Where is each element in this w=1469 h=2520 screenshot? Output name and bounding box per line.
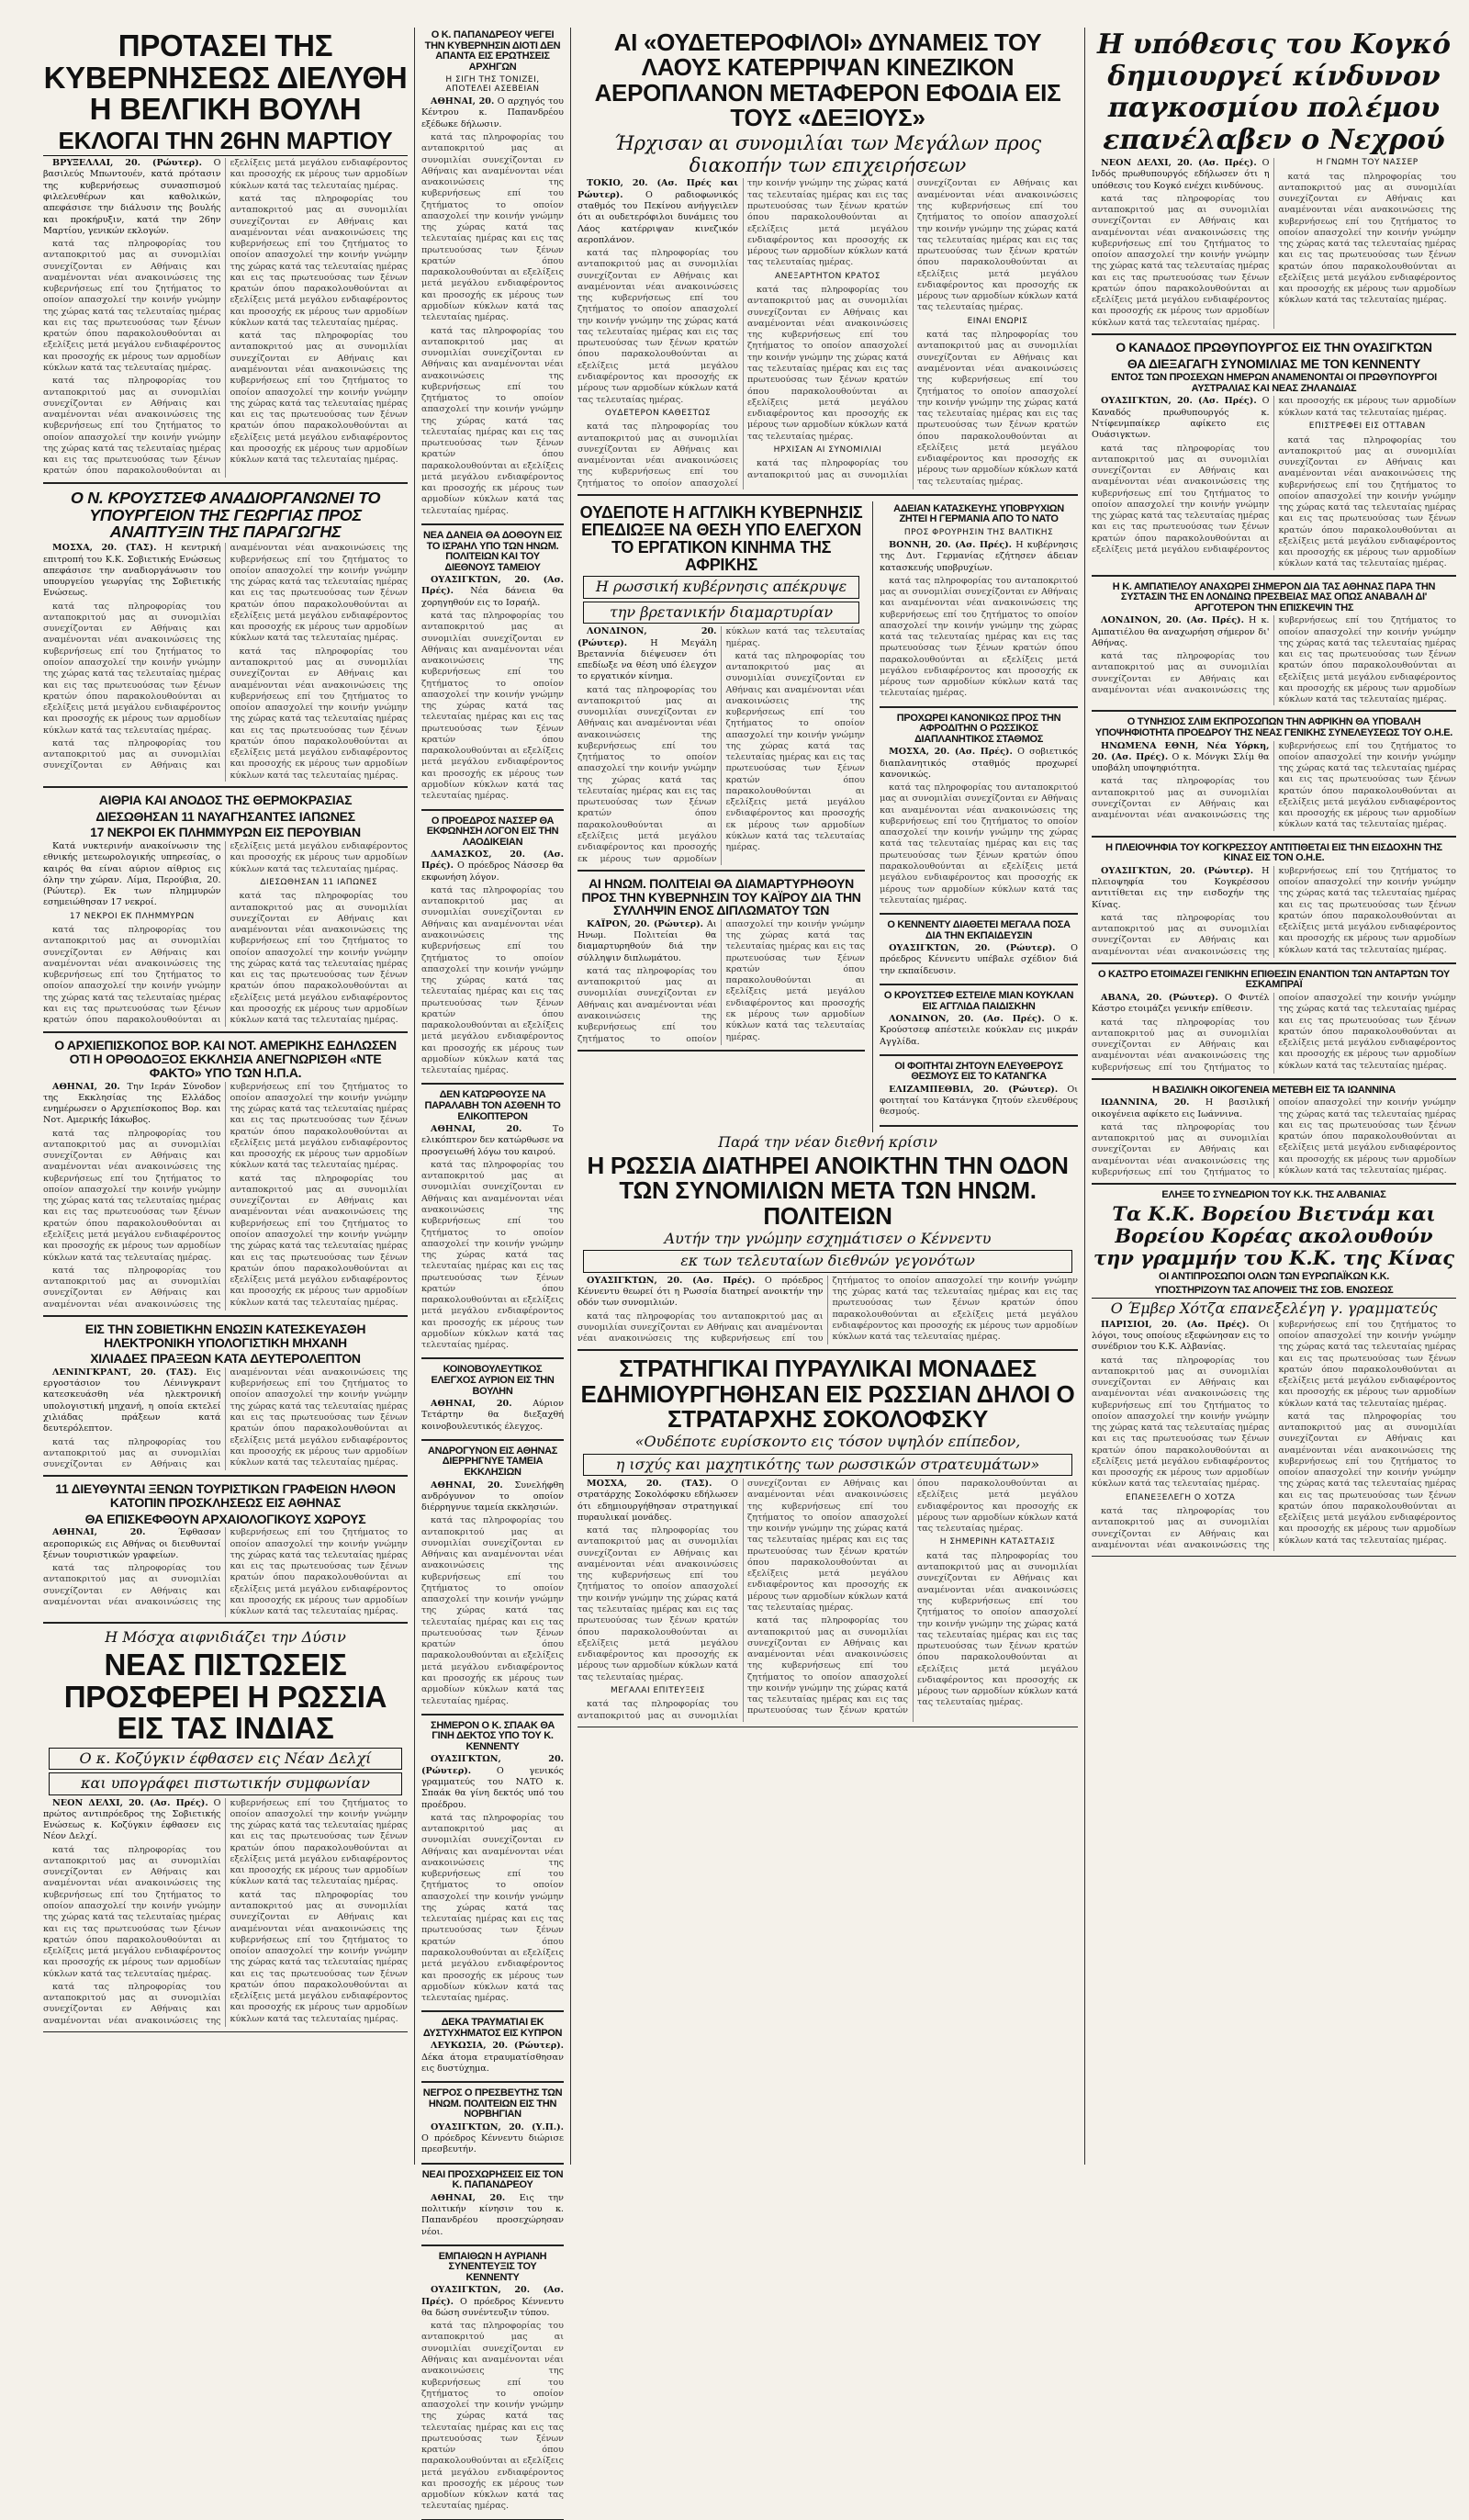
filler-text bbox=[726, 651, 866, 854]
middle-section bbox=[578, 501, 1078, 1132]
headline: Ο Κ. ΠΑΠΑΝΔΡΕΟΥ ΨΕΓΕΙ ΤΗΝ ΚΥΒΕΡΝΗΣΙΝ ΔΙΟΤΙ ΔΕΝ ΑΠΑΝΤΑ ΕΙΣ ΕΡΩΤΗΣΕΙΣ ΑΡΧΗΓΩΝ bbox=[424, 29, 561, 73]
filler-text bbox=[421, 885, 564, 1077]
dateline: ΟΥΑΣΙΓΚΤΩΝ, 20. (Υ.Π.). bbox=[431, 2121, 564, 2132]
dateline: ΚΑΪΡΟΝ, 20. (Ρώυτερ). bbox=[587, 918, 703, 929]
dateline: ΤΟΚΙΟ, 20. (Ασ. Πρές και Ρώυτερ). bbox=[578, 178, 738, 200]
section-label: ΕΙΝΑΙ ΕΝΩΡΙΣ bbox=[967, 316, 1028, 326]
article-body bbox=[880, 747, 1078, 906]
filler-text bbox=[1279, 1412, 1457, 1547]
subheadline: την βρετανικήν διαμαρτυρίαν bbox=[583, 602, 859, 624]
article-text: Η κεντρική επιτροπή του Κ.Κ. Σοβιετικής Ενώσεως απεφάσισε την αναδιοργάνωσιν του υπουργείου γεωργίας της Σοβιετικής Ενώσεως. bbox=[43, 543, 221, 599]
article-text: Ο πρόεδρος Κέννεντυ θεωρεί ότι η Ρωσσία διατηρεί ανοικτήν την οδόν των συνομιλιών. bbox=[578, 1275, 824, 1309]
headline: ΣΤΡΑΤΗΓΙΚΑΙ ΠΥΡΑΥΛΙΚΑΙ ΜΟΝΑΔΕΣ ΕΔΗΜΙΟΥΡΓΗΘΗΣΑΝ ΕΙΣ ΡΩΣΣΙΑΝ ΔΗΛΟΙ Ο ΣΤΡΑΤΑΡΧΗΣ ΣΟΚΟΛΟΦΣΚΥ bbox=[580, 1355, 1075, 1433]
article-church-thieves bbox=[421, 1446, 564, 1716]
filler-text bbox=[421, 1160, 564, 1352]
article-congress-china bbox=[1092, 843, 1456, 964]
filler-text bbox=[230, 891, 409, 1026]
filler-text bbox=[421, 2321, 564, 2513]
column-2 bbox=[414, 28, 570, 2318]
kicker: Παρά την νέαν διεθνή κρίσιν bbox=[718, 1132, 937, 1151]
article-africa-labour bbox=[578, 504, 865, 872]
article-papandreou-adherents bbox=[421, 2170, 564, 2246]
article-albania-congress bbox=[1092, 1190, 1456, 1557]
filler-text bbox=[578, 1525, 738, 1683]
article-cyprus-accident bbox=[421, 2018, 564, 2083]
dateline: ΒΟΝΝΗ, 20. (Ασ. Πρές). bbox=[889, 539, 1012, 550]
article-nasser bbox=[421, 816, 564, 1086]
dateline: ΑΘΗΝΑΙ, 20. bbox=[431, 1399, 512, 1410]
article-body bbox=[1092, 396, 1456, 569]
headline: Ο ΚΡΟΥΣΤΣΕΦ ΕΣΤΕΙΛΕ ΜΙΑΝ ΚΟΥΚΛΑΝ ΕΙΣ ΑΓΓΛΙΔΑ ΠΑΙΔΙΣΚΗΝ bbox=[883, 989, 1074, 1012]
dateline: ΝΕΟΝ ΔΕΛΧΙ, 20. (Ασ. Πρές). bbox=[52, 1797, 208, 1808]
article-text: Οι φοιτηταί του Κατάνγκα ζητούν ελευθέρους θεσμούς. bbox=[880, 1084, 1078, 1118]
article-katanga-students bbox=[880, 1062, 1078, 1127]
article-body bbox=[421, 2041, 564, 2075]
subheadline: ΔΙΕΣΩΘΗΣΑΝ 11 ΝΑΥΑΓΗΣΑΝΤΕΣ ΙΑΠΩΝΕΣ bbox=[95, 808, 355, 824]
article-body bbox=[1092, 1097, 1456, 1178]
subheadline: και υπογράφει πιστωτικήν συμφωνίαν bbox=[49, 1772, 402, 1794]
filler-text bbox=[880, 576, 1078, 700]
dateline: ΟΥΑΣΙΓΚΤΩΝ, 20. (Ασ. Πρές). bbox=[1101, 396, 1257, 407]
dateline: ΛΕΥΚΩΣΙΑ, 20. (Ρώυτερ). bbox=[431, 2041, 564, 2052]
article-norway-ambassador bbox=[421, 2088, 564, 2164]
article-body bbox=[43, 1798, 408, 2027]
headline: ΑΙ «ΟΥΔΕΤΕΡΟΦΙΛΟΙ» ΔΥΝΑΜΕΙΣ ΤΟΥ ΛΑΟΥΣ ΚΑΤΕΡΡΙΨΑΝ ΚΙΝΕΖΙΚΟΝ ΑΕΡΟΠΛΑΝΟΝ ΜΕΤΑΦΕΡΟΝ ΕΦΟΔΙΑ ΕΙΣ ΤΟΥΣ «ΔΕΞΙΟΥΣ» bbox=[594, 28, 1061, 131]
dateline: ΟΥΑΣΙΓΚΤΩΝ, 20. (Ασ. Πρές). bbox=[421, 2285, 564, 2307]
article-text: Ο γενικός γραμματεύς του ΝΑΤΟ κ. Σπαάκ θα γίνη δεκτός υπό του προέδρου. bbox=[421, 1765, 564, 1810]
headline: ΑΔΕΙΑΝ ΚΑΤΑΣΚΕΥΗΣ ΥΠΟΒΡΥΧΙΩΝ ΖΗΤΕΙ Η ΓΕΡΜΑΝΙΑ ΑΠΟ ΤΟ ΝΑΤΟ bbox=[893, 502, 1064, 525]
article-slim-un bbox=[1092, 717, 1456, 837]
filler-text bbox=[1092, 1356, 1270, 1491]
dateline: ΛΟΝΔΙΝΟΝ, 20. (Ασ. Πρές). bbox=[1101, 615, 1244, 626]
headline: ΠΡΟΤΑΣΕΙ ΤΗΣ ΚΥΒΕΡΝΗΣΕΩΣ ΔΙΕΛΥΘΗ Η ΒΕΛΓΙΚΗ ΒΟΥΛΗ bbox=[43, 28, 408, 127]
article-text: Η Μεγάλη Βρεταννία διέψευσεν ότι επεδίωξε να θέση υπό έλεγχον το εργατικόν κίνημα. bbox=[578, 637, 717, 682]
article-body bbox=[43, 158, 408, 477]
article-body bbox=[1092, 993, 1456, 1074]
headline: ΑΝΔΡΟΓΥΝΟΝ ΕΙΣ ΑΘΗΝΑΣ ΔΙΕΡΡΗΓΝΥΕ ΤΑΜΕΙΑ ΕΚΚΛΗΣΙΩΝ bbox=[427, 1445, 558, 1478]
headline: ΑΙ ΗΝΩΜ. ΠΟΛΙΤΕΙΑΙ ΘΑ ΔΙΑΜΑΡΤΥΡΗΘΟΥΝ ΠΡΟΣ ΤΗΝ ΚΥΒΕΡΝΗΣΙΝ ΤΟΥ ΚΑΪΡΟΥ ΔΙΑ ΤΗΝ ΣΥΛΛΗΨΙΝ ΕΝΟΣ ΔΙΠΛΩΜΑΤΟΥ ΤΩΝ bbox=[581, 875, 861, 918]
article-khrushchev bbox=[43, 489, 408, 788]
article-body bbox=[1092, 741, 1456, 831]
headline: Η ΡΩΣΣΙΑ ΔΙΑΤΗΡΕΙ ΑΝΟΙΚΤΗΝ ΤΗΝ ΟΔΟΝ ΤΩΝ ΣΥΝΟΜΙΛΙΩΝ ΜΕΤΑ ΤΩΝ ΗΝΩΜ. ΠΟΛΙΤΕΙΩΝ bbox=[587, 1152, 1069, 1230]
article-helicopter bbox=[421, 1090, 564, 1359]
headline: ΟΙ ΦΟΙΤΗΤΑΙ ΖΗΤΟΥΝ ΕΛΕΥΘΕΡΟΥΣ ΘΕΣΜΟΥΣ ΕΙΣ ΤΟ ΚΑΤΑΝΓΚΑ bbox=[894, 1060, 1063, 1083]
article-text: Συνελήφθη ανδρόγυνον το οποίον διέρρηγνυε ταμεία εκκλησιών. bbox=[421, 1479, 564, 1513]
dateline: ΛΟΝΔΙΝΟΝ, 20. (Ρώυτερ). bbox=[578, 626, 717, 648]
article-text: Ο πρόεδρος Νάσσερ θα εκφωνήση λόγον. bbox=[421, 861, 564, 883]
article-body bbox=[43, 543, 408, 782]
section-label: ΕΠΙΣΤΡΕΦΕΙ ΕΙΣ ΟΤΤΑΒΑΝ bbox=[1308, 421, 1426, 431]
filler-text bbox=[230, 1174, 409, 1309]
filler-text bbox=[917, 330, 1078, 488]
article-text: Ο πρόεδρος Κέννεντυ θα δώση συνέντευξιν τύπου. bbox=[421, 2296, 564, 2318]
dateline: ΔΑΜΑΣΚΟΣ, 20. (Ασ. Πρές). bbox=[421, 849, 564, 872]
article-computer bbox=[43, 1322, 408, 1477]
headline: 11 ΔΙΕΥΘΥΝΤΑΙ ΞΕΝΩΝ ΤΟΥΡΙΣΤΙΚΩΝ ΓΡΑΦΕΙΩΝ ΗΛΘΟΝ ΚΑΤΟΠΙΝ ΠΡΟΣΚΛΗΣΕΩΣ ΕΙΣ ΑΘΗΝΑΣ bbox=[55, 1481, 396, 1510]
filler-text bbox=[421, 1515, 564, 1707]
article-text: Αύριον Τετάρτην θα διεξαχθή κοινοβουλευτικός έλεγχος. bbox=[421, 1399, 564, 1432]
section-label: ΑΝΕΞΑΡΤΗΤΟΝ ΚΡΑΤΟΣ bbox=[774, 271, 881, 281]
article-text: Ο πρόεδρος Κέννεντυ υπέβαλε σχέδιον διά την εκπαίδευσιν. bbox=[880, 943, 1078, 976]
subheadline: ΠΡΟΣ ΦΡΟΥΡΗΣΙΝ ΤΗΣ ΒΑΛΤΙΚΗΣ bbox=[903, 527, 1054, 537]
article-body bbox=[578, 919, 865, 1045]
middle-left bbox=[578, 501, 865, 1132]
article-text: Ο πρόεδρος Κέννεντυ διώρισε πρεσβευτήν. bbox=[421, 2133, 564, 2155]
article-text: Δέκα άτομα ετραυματίσθησαν εις δυστύχημα. bbox=[421, 2052, 564, 2074]
article-text: Οι λόγοι, τους οποίους εξεφώνησαν εις το συνέδριον του Κ.Κ. Αλβανίας. bbox=[1092, 1319, 1270, 1353]
article-body bbox=[421, 575, 564, 802]
headline: Ο ΚΕΝΝΕΝΤΥ ΔΙΑΘΕΤΕΙ ΜΕΓΑΛΑ ΠΟΣΑ ΔΙΑ ΤΗΝ ΕΚΠΑΙΔΕΥΣΙΝ bbox=[887, 919, 1071, 941]
headline: Ο ΚΑΝΑΔΟΣ ΠΡΩΘΥΠΟΥΡΓΟΣ ΕΙΣ ΤΗΝ ΟΥΑΣΙΓΚΤΩΝ bbox=[1116, 339, 1432, 354]
article-missile-units bbox=[578, 1356, 1078, 1727]
article-india-credits bbox=[43, 1629, 408, 2031]
dateline: ΟΥΑΣΙΓΚΤΩΝ, 20. (Ρώυτερ). bbox=[421, 1754, 564, 1776]
article-text: Έφθασαν αεροπορικώς εις Αθήνας οι διευθυνταί ξένων τουριστικών γραφείων. bbox=[43, 1527, 221, 1560]
headline: Ο ΚΑΣΤΡΟ ΕΤΟΙΜΑΖΕΙ ΓΕΝΙΚΗΝ ΕΠΙΘΕΣΙΝ ΕΝΑΝΤΙΟΝ ΤΩΝ ΑΝΤΑΡΤΩΝ ΤΟΥ ΕΣΚΑΜΠΡΑΪ bbox=[1098, 968, 1450, 991]
subheadline: Η ΣΙΓΗ ΤΗΣ ΤΟΝΙΖΕΙ, ΑΠΟΤΕΛΕΙ ΑΣΕΒΕΙΑΝ bbox=[445, 75, 540, 95]
article-royal-family bbox=[1092, 1086, 1456, 1185]
filler-text bbox=[43, 239, 221, 374]
article-text: Αι Ηνωμ. Πολιτείαι θα διαμαρτυρηθούν διά την σύλληψιν διπλωμάτου. bbox=[578, 918, 717, 963]
article-parliament-control bbox=[421, 1365, 564, 1440]
article-body bbox=[421, 849, 564, 1076]
headline: ΟΥΔΕΠΟΤΕ Η ΑΓΓΛΙΚΗ ΚΥΒΕΡΝΗΣΙΣ ΕΠΕΔΙΩΞΕ ΝΑ ΘΕΣΗ ΥΠΟ ΕΛΕΓΧΟΝ ΤΟ ΕΡΓΑΤΙΚΟΝ ΚΙΝΗΜΑ ΤΗΣ ΑΦΡΙΚΗΣ bbox=[579, 502, 863, 574]
filler-text bbox=[421, 611, 564, 803]
dateline: ΒΡΥΞΕΛΛΑΙ, 20. (Ρώυτερ). bbox=[52, 158, 202, 169]
dateline: ΜΟΣΧΑ, 20. (Ασ. Πρές). bbox=[889, 747, 1013, 758]
subheadline: ΕΝΤΟΣ ΤΩΝ ΠΡΟΣΕΧΩΝ ΗΜΕΡΩΝ ΑΝΑΜΕΝΟΝΤΑΙ ΟΙ ΠΡΩΘΥΠΟΥΡΓΟΙ ΑΥΣΤΡΑΛΙΑΣ ΚΑΙ ΝΕΑΣ ΖΗΛΑΝΔΙΑΣ bbox=[1111, 372, 1437, 394]
subheadline: ΧΙΛΙΑΔΕΣ ΠΡΑΞΕΩΝ ΚΑΤΑ ΔΕΥΤΕΡΟΛΕΠΤΟΝ bbox=[90, 1351, 361, 1367]
article-text: Εις την πολιτικήν κίνησιν του κ. Παπανδρέου προσεχώρησαν νέοι. bbox=[421, 2192, 564, 2237]
article-text: Ο στρατάρχης Σοκολόφσκυ εδήλωσεν ότι εδημιουργήθησαν στρατηγικαί πυραυλικαί μονάδες. bbox=[578, 1479, 738, 1523]
article-weather bbox=[43, 793, 408, 1034]
headline: Ο ΠΡΟΕΔΡΟΣ ΝΑΣΣΕΡ ΘΑ ΕΚΦΩΝΗΣΗ ΛΟΓΟΝ ΕΙΣ ΤΗΝ ΛΑΟΔΙΚΕΙΑΝ bbox=[426, 815, 559, 848]
section-label: ΟΥΔΕΤΕΡΟΝ ΚΑΘΕΣΤΩΣ bbox=[604, 408, 712, 418]
article-doll bbox=[880, 991, 1078, 1056]
article-text: Το ελικόπτερον δεν κατώρθωσε να προσγειωθή λόγω του καιρού. bbox=[421, 1124, 564, 1157]
dateline: ΟΥΑΣΙΓΚΤΩΝ, 20. (Ρώυτερ). bbox=[889, 943, 1056, 954]
article-russia-talks bbox=[578, 1134, 1078, 1352]
article-text: Ο αρχηγός του Κέντρου κ. Παπανδρέου εξέδωκε δήλωσιν. bbox=[421, 96, 564, 129]
article-castro bbox=[1092, 970, 1456, 1080]
dateline: ΑΘΗΝΑΙ, 20. bbox=[431, 1479, 503, 1491]
headline: ΝΕΑΣ ΠΙΣΤΩΣΕΙΣ ΠΡΟΣΦΕΡΕΙ Η ΡΩΣΣΙΑ ΕΙΣ ΤΑΣ ΙΝΔΙΑΣ bbox=[63, 1647, 387, 1746]
headline: ΕΜΠΑΙΘΩΝ Η ΑΥΡΙΑΝΗ ΣΥΝΕΝΤΕΥΞΙΣ ΤΟΥ ΚΕΝΝΕΝΤΥ bbox=[438, 2250, 547, 2283]
subheadline: 17 ΝΕΚΡΟΙ ΕΚ ΠΛΗΜΜΥΡΩΝ ΕΙΣ ΠΕΡΟΥΒΙΑΝ bbox=[90, 825, 361, 840]
article-text: Η βασιλική οικογένεια αφίκετο εις Ιωάννινα. bbox=[1092, 1097, 1270, 1119]
headline: Η ΠΛΕΙΟΨΗΦΙΑ ΤΟΥ ΚΟΓΚΡΕΣΣΟΥ ΑΝΤΙΤΙΘΕΤΑΙ ΕΙΣ ΤΗΝ ΕΙΣΔΟΧΗΝ ΤΗΣ ΚΙΝΑΣ ΕΙΣ ΤΟΝ Ο.Η.Ε. bbox=[1105, 841, 1442, 864]
subheadline: εκ των τελευταίων διεθνών γεγονότων bbox=[583, 1250, 1072, 1272]
article-body bbox=[880, 943, 1078, 977]
article-body bbox=[1092, 158, 1456, 329]
section-label: Η ΓΝΩΜΗ ΤΟΥ ΝΑΣΣΕΡ bbox=[1316, 158, 1419, 167]
article-text: Την Ιεράν Σύνοδον της Εκκλησίας της Ελλάδος ενημέρωσεν ο Αρχιεπίσκοπος Βορ. και Νοτ. Αμερικής Ιάκωβος. bbox=[43, 1081, 221, 1126]
article-spaak bbox=[421, 1721, 564, 2012]
subheadline: Ο κ. Κοζύγκιν έφθασεν εις Νέαν Δελχί bbox=[49, 1748, 402, 1770]
article-text: Ο σοβιετικός διαπλανητικός σταθμός προχωρεί κανονικώς. bbox=[880, 747, 1079, 780]
article-text: Ο κ. Κρούστσεφ απέστειλε κούκλαν εις μικράν Αγγλίδα. bbox=[880, 1014, 1078, 1047]
headline: Η Κ. ΑΜΠΑΤΙΕΛΟΥ ΑΝΑΧΩΡΕΙ ΣΗΜΕΡΟΝ ΔΙΑ ΤΑΣ ΑΘΗΝΑΣ ΠΑΡΑ ΤΗΝ ΣΥΣΤΑΣΙΝ ΤΗΣ ΕΝ ΛΟΝΔΙΝΩ ΠΡΕΣΒΕΙΑΣ ΜΑΣ ΟΠΩΣ ΑΝΑΒΑΛΗ ΔΙ' ΑΡΓΟΤΕΡΟΝ ΤΗΝ ΕΠΙΣΚΕΨΙΝ ΤΗΣ bbox=[1112, 580, 1436, 613]
headline: Ο ΑΡΧΙΕΠΙΣΚΟΠΟΣ ΒΟΡ. ΚΑΙ ΝΟΤ. ΑΜΕΡΙΚΗΣ ΕΔΗΛΩΣΕΝ ΟΤΙ Η ΟΡΘΟΔΟΞΟΣ ΕΚΚΛΗΣΙΑ ΑΝΕΓΝΩΡΙΣΘΗ «ΝΤΕ ΦΑΚΤΟ» ΥΠΟ ΤΩΝ Η.Π.Α. bbox=[54, 1038, 397, 1080]
dateline: ΑΘΗΝΑΙ, 20. bbox=[52, 1527, 146, 1538]
headline: ΚΟΙΝΟΒΟΥΛΕΥΤΙΚΟΣ ΕΛΕΓΧΟΣ ΑΥΡΙΟΝ ΕΙΣ ΤΗΝ ΒΟΥΛΗΝ bbox=[431, 1364, 555, 1397]
dateline: ΠΑΡΙΣΙΟΙ, 20. (Ασ. Πρές). bbox=[1101, 1319, 1250, 1330]
dateline: ΛΟΝΔΙΝΟΝ, 20. (Ασ. Πρές). bbox=[889, 1014, 1045, 1025]
filler-text bbox=[230, 331, 409, 466]
headline: ΔΕΚΑ ΤΡΑΥΜΑΤΙΑΙ ΕΚ ΔΥΣΤΥΧΗΜΑΤΟΣ ΕΙΣ ΚΥΠΡΟΝ bbox=[422, 2017, 563, 2039]
dateline: ΝΕΟΝ ΔΕΛΧΙ, 20. (Ασ. Πρές). bbox=[1101, 158, 1257, 168]
article-body bbox=[421, 2285, 564, 2512]
kicker: Η Μόσχα αιφνιδιάζει την Δύσιν bbox=[105, 1628, 346, 1647]
headline: Ο Ν. ΚΡΟΥΣΤΣΕΦ ΑΝΑΔΙΟΡΓΑΝΩΝΕΙ ΤΟ ΥΠΟΥΡΓΕΙΟΝ ΤΗΣ ΓΕΩΡΓΙΑΣ ΠΡΟΣ ΑΝΑΠΤΥΞΙΝ ΤΗΣ ΠΑΡΑΓΩΓΗΣ bbox=[70, 488, 381, 542]
article-education bbox=[880, 920, 1078, 985]
subheadline: «Ουδέποτε ευρίσκοντο εις τόσον υψηλόν επίπεδον, bbox=[634, 1433, 1021, 1451]
dateline: ΟΥΑΣΙΓΚΤΩΝ, 20. (Ρώυτερ). bbox=[1101, 865, 1254, 876]
subheadline: ΘΑ ΔΙΕΞΑΓΑΓΗ ΣΥΝΟΜΙΛΙΑΣ ΜΕ ΤΟΝ ΚΕΝΝΕΝΤΥ bbox=[1127, 355, 1421, 371]
article-canada-pm bbox=[1092, 341, 1456, 577]
article-body bbox=[421, 1754, 564, 2004]
article-laos bbox=[578, 30, 1078, 496]
filler-text bbox=[880, 782, 1078, 906]
subheadline: Αυτήν την γνώμην εσχημάτισεν ο Κέννεντυ bbox=[664, 1230, 992, 1248]
article-body bbox=[1092, 615, 1456, 705]
dateline: ΟΥΑΣΙΓΚΤΩΝ, 20. (Ασ. Πρές). bbox=[587, 1275, 756, 1286]
dateline: ΑΘΗΝΑΙ, 20. bbox=[52, 1081, 120, 1092]
column-4 bbox=[1084, 28, 1463, 2165]
headline: ΝΕΑ ΔΑΝΕΙΑ ΘΑ ΔΟΘΟΥΝ ΕΙΣ ΤΟ ΙΣΡΑΗΛ ΥΠΟ ΤΩΝ ΗΝΩΜ. ΠΟΛΙΤΕΙΩΝ ΚΑΙ ΤΟΥ ΔΙΕΘΝΟΥΣ ΤΑΜΕΙΟΥ bbox=[422, 530, 563, 573]
article-congo-nehru bbox=[1092, 29, 1456, 335]
article-text: Εις εργοστάσιον του Λένινγκραντ κατεσκευάσθη νέα ηλεκτρονική υπολογιστική μηχανή, η οποία εκτελεί χιλιάδας πράξεων κατά δευτερόλεπτον. bbox=[43, 1367, 221, 1434]
article-body bbox=[421, 1124, 564, 1351]
article-cairo-diplomat bbox=[578, 877, 865, 1052]
subheadline: Η ρωσσική κυβέρνησις απέκρυψε bbox=[583, 576, 859, 598]
article-body bbox=[421, 2193, 564, 2238]
filler-text bbox=[917, 1551, 1078, 1709]
article-body bbox=[880, 1014, 1078, 1048]
headline: ΠΡΟΧΩΡΕΙ ΚΑΝΟΝΙΚΩΣ ΠΡΟΣ ΤΗΝ ΑΦΡΟΔΙΤΗΝ Ο ΡΩΣΣΙΚΟΣ ΔΙΑΠΛΑΝΗΤΙΚΟΣ ΣΤΑΘΜΟΣ bbox=[896, 712, 1061, 745]
filler-text bbox=[1279, 435, 1457, 570]
subheadline: Ο Έμβερ Χότζα επανεξελέγη γ. γραμματεύς bbox=[1110, 1299, 1438, 1318]
column-3 bbox=[570, 28, 1084, 2165]
filler-text bbox=[1092, 194, 1270, 329]
subheadline: ΕΚΛΟΓΑΙ ΤΗΝ 26ΗΝ ΜΑΡΤΙΟΥ bbox=[43, 129, 408, 156]
dateline: ΙΩΑΝΝΙΝΑ, 20. bbox=[1101, 1097, 1190, 1108]
article-body bbox=[578, 626, 865, 865]
dateline: ΜΟΣΧΑ, 20. (ΤΑΣ). bbox=[587, 1479, 712, 1490]
dateline: ΗΝΩΜΕΝΑ ΕΘΝΗ, Νέα Υόρκη, 20. (Ασ. Πρές). bbox=[1092, 740, 1270, 762]
headline: ΕΙΣ ΤΗΝ ΣΟΒΙΕΤΙΚΗΝ ΕΝΩΣΙΝ ΚΑΤΕΣΚΕΥΑΣΘΗ ΗΛΕΚΤΡΟΝΙΚΗ ΥΠΟΛΟΓΙΣΤΙΚΗ ΜΗΧΑΝΗ bbox=[84, 1321, 366, 1350]
filler-text bbox=[43, 1129, 221, 1264]
subheadline: ΘΑ ΕΠΙΣΚΕΦΘΟΥΝ ΑΡΧΑΙΟΛΟΓΙΚΟΥΣ ΧΩΡΟΥΣ bbox=[84, 1511, 366, 1526]
article-germany-submarines bbox=[880, 504, 1078, 708]
filler-text bbox=[230, 647, 409, 782]
filler-text bbox=[230, 1890, 409, 2025]
article-text: Ο Φιντέλ Κάστρο ετοιμάζει γενικήν επίθεσιν. bbox=[1092, 992, 1270, 1015]
dateline: ΜΟΣΧΑ, 20. (ΤΑΣ). bbox=[52, 543, 157, 554]
article-text: Ο βασιλεύς Μπωντουέν, κατά πρότασιν της κυβερνήσεως συνασπισμού φιλελευθέρων και καθολικών, απεφάσισε την διάλυσιν της βουλής και προκήρυξιν, κατά την 26ην Μαρτίου, γενικών εκλογών. bbox=[43, 158, 221, 236]
filler-text bbox=[43, 602, 221, 737]
article-papandreou bbox=[421, 30, 564, 525]
filler-text bbox=[230, 194, 409, 329]
dateline: ΟΥΑΣΙΓΚΤΩΝ, 20. (Ασ. Πρές). bbox=[421, 575, 564, 597]
subheadline: Ήρχισαν αι συνομιλίαι των Μεγάλων προς διακοπήν των επιχειρήσεων bbox=[613, 132, 1042, 177]
article-israel-loans bbox=[421, 531, 564, 811]
article-body bbox=[421, 2122, 564, 2156]
filler-text bbox=[421, 326, 564, 518]
article-venus-probe bbox=[880, 714, 1078, 915]
headline: ΔΕΝ ΚΑΤΩΡΘΟΥΣΕ ΝΑ ΠΑΡΑΛΑΒΗ ΤΟΝ ΑΣΘΕΝΗ ΤΟ ΕΛΙΚΟΠΤΕΡΟΝ bbox=[424, 1089, 561, 1122]
headline: Η ΒΑΣΙΛΙΚΗ ΟΙΚΟΓΕΝΕΙΑ ΜΕΤΕΒΗ ΕΙΣ ΤΑ ΙΩΑΝΝΙΝΑ bbox=[1152, 1084, 1396, 1096]
kicker: ΕΛΗΞΕ ΤΟ ΣΥΝΕΔΡΙΟΝ ΤΟΥ Κ.Κ. ΤΗΣ ΑΛΒΑΝΙΑΣ bbox=[1161, 1189, 1386, 1201]
dateline: ΑΘΗΝΑΙ, 20. bbox=[431, 2192, 506, 2203]
headline: ΣΗΜΕΡΟΝ Ο Κ. ΣΠΑΑΚ ΘΑ ΓΙΝΗ ΔΕΚΤΟΣ ΥΠΟ ΤΟΥ Κ. ΚΕΝΝΕΝΤΥ bbox=[431, 1719, 555, 1752]
article-body bbox=[880, 540, 1078, 700]
article-body bbox=[43, 841, 408, 1028]
headline: Ο ΤΥΝΗΣΙΟΣ ΣΛΙΜ ΕΚΠΡΟΣΩΠΩΝ ΤΗΝ ΑΦΡΙΚΗΝ ΘΑ ΥΠΟΒΑΛΗ ΥΠΟΨΗΦΙΟΤΗΤΑ ΠΡΟΕΔΡΟΥ ΤΗΣ ΝΕΑΣ ΓΕΝΙΚΗΣ ΣΥΝΕΛΕΥΣΕΩΣ ΤΟΥ Ο.Η.Ε. bbox=[1094, 716, 1453, 738]
filler-text bbox=[578, 248, 738, 406]
article-text: Ο Καναδός πρωθυπουργός κ. Ντίφενμπαίκερ αφίκετο εις Ουάσιγκτων. bbox=[1092, 396, 1270, 441]
dateline: ΑΒΑΝΑ, 20. (Ρώυτερ). bbox=[1101, 992, 1218, 1003]
article-belgium bbox=[43, 30, 408, 484]
article-body bbox=[421, 96, 564, 517]
article-body bbox=[421, 1480, 564, 1707]
dateline: ΑΘΗΝΑΙ, 20. bbox=[431, 1124, 522, 1135]
article-archbishop bbox=[43, 1039, 408, 1316]
section-label: ΜΕΓΑΛΑΙ ΕΠΙΤΕΥΞΕΙΣ bbox=[611, 1685, 705, 1695]
article-body bbox=[578, 1276, 1078, 1345]
article-text: Ο Ινδός πρωθυπουργός εδήλωσεν ότι η υπόθεσις του Κογκό ενέχει κινδύνους. bbox=[1092, 158, 1270, 191]
article-body bbox=[43, 1082, 408, 1311]
article-body bbox=[1092, 866, 1456, 958]
article-ambatielou bbox=[1092, 582, 1456, 713]
filler-text bbox=[421, 1813, 564, 2005]
section-label: ΔΙΕΣΩΘΗΣΑΝ 11 ΙΑΠΩΝΕΣ bbox=[260, 877, 378, 887]
dateline: ΑΘΗΝΑΙ, 20. bbox=[431, 96, 495, 107]
subheadline: ΥΠΟΣΤΗΡΙΖΟΥΝ ΤΑΣ ΑΠΟΨΕΙΣ ΤΗΣ ΣΟΒ. ΕΝΩΣΕΩΣ bbox=[1092, 1286, 1456, 1299]
headline: ΝΕΓΡΟΣ Ο ΠΡΕΣΒΕΥΤΗΣ ΤΩΝ ΗΝΩΜ. ΠΟΛΙΤΕΙΩΝ ΕΙΣ ΤΗΝ ΝΟΡΒΗΓΙΑΝ bbox=[422, 2087, 563, 2121]
filler-text bbox=[1279, 172, 1457, 307]
article-text: Ο ραδιοφωνικός σταθμός του Πεκίνου ανήγγειλεν ότι αι ουδετερόφιλοι δυνάμεις του Λάος κατέρριψαν κινεζικόν αεροπλάνον. bbox=[578, 189, 738, 245]
article-body bbox=[1092, 1320, 1456, 1552]
middle-right bbox=[872, 501, 1078, 1132]
section-label: 17 ΝΕΚΡΟΙ ΕΚ ΠΛΗΜΜΥΡΩΝ bbox=[69, 911, 195, 921]
article-body bbox=[578, 1479, 1078, 1722]
article-text: Κατά νυκτερινήν ανακοίνωσιν της εθνικής μετεωρολογικής υπηρεσίας, ο καιρός θα είναι αύριον αίθριος εις όλην την χώραν. Λίμα, Περούβια, 20. (Ρώυτερ). Εκ των πλημμυρών εσημειώθησαν 17 νεκροί. bbox=[43, 840, 221, 908]
filler-text bbox=[747, 285, 908, 443]
article-text: Η κ. Αμπατιέλου θα αναχωρήση σήμερον δι' Αθήνας. bbox=[1092, 615, 1270, 648]
section-label: Η ΣΗΜΕΡΙΝΗ ΚΑΤΑΣΤΑΣΙΣ bbox=[939, 1537, 1056, 1547]
article-text: Νέα δάνεια θα χορηγηθούν εις το Ισραήλ. bbox=[421, 586, 564, 608]
section-label: ΗΡΧΙΣΑΝ ΑΙ ΣΥΝΟΜΙΛΙΑΙ bbox=[773, 444, 882, 455]
article-body bbox=[43, 1367, 408, 1470]
article-tourism bbox=[43, 1482, 408, 1624]
article-text: Ο κ. Μόνγκι Σλίμ θα υποβάλη υποψηφιότητα. bbox=[1092, 751, 1270, 774]
article-kennedy-interview bbox=[421, 2252, 564, 2520]
article-body bbox=[578, 178, 1078, 489]
subheadline: ΟΙ ΑΝΤΙΠΡΟΣΩΠΟΙ ΟΛΩΝ ΤΩΝ ΕΥΡΩΠΑΪΚΩΝ Κ.Κ. bbox=[1158, 1271, 1390, 1283]
subheadline: η ισχύς και μαχητικότης των ρωσσικών στρατευμάτων» bbox=[583, 1454, 1072, 1476]
dateline: ΕΛΙΖΑΜΠΕΘΒΙΛ, 20. (Ρώυτερ). bbox=[889, 1084, 1059, 1095]
article-body bbox=[421, 1399, 564, 1433]
headline: ΝΕΑΙ ΠΡΟΣΧΩΡΗΣΕΙΣ ΕΙΣ ΤΟΝ Κ. ΠΑΠΑΝΔΡΕΟΥ bbox=[421, 2168, 564, 2191]
filler-text bbox=[43, 1845, 221, 1980]
article-text: Η κυβέρνησις της Δυτ. Γερμανίας εζήτησεν άδειαν κατασκευής υποβρυχίων. bbox=[880, 539, 1078, 573]
filler-text bbox=[421, 132, 564, 324]
article-text: Η πλειοψηφία του Κογκρέσσου αντιτίθεται εις την εισδοχήν της Κίνας. bbox=[1092, 865, 1270, 910]
headline: Η υπόθεσις του Κογκό δημιουργεί κίνδυνον παγκοσμίου πολέμου επανέλαβεν ο Νεχρού bbox=[1096, 28, 1451, 156]
dateline: ΛΕΝΙΝΓΚΡΑΝΤ, 20. (ΤΑΣ). bbox=[52, 1367, 197, 1378]
article-text: Ο πρώτος αντιπρόεδρος της Σοβιετικής Ενώσεως κ. Κοζύγκιν έφθασεν εις Νέον Δελχί. bbox=[43, 1797, 221, 1842]
article-body bbox=[43, 1527, 408, 1617]
article-body bbox=[880, 1085, 1078, 1119]
column-1 bbox=[37, 28, 414, 2165]
section-label: ΕΠΑΝΕΞΕΛΕΓΗ Ο ΧΟΤΖΑ bbox=[1126, 1492, 1236, 1502]
headline: ΑΙΘΡΙΑ ΚΑΙ ΑΝΟΔΟΣ ΤΗΣ ΘΕΡΜΟΚΡΑΣΙΑΣ bbox=[98, 792, 353, 807]
headline: Τα Κ.Κ. Βορείου Βιετνάμ και Βορείου Κορέας ακολουθούν την γραμμήν του Κ.Κ. της Κίνας bbox=[1093, 1201, 1455, 1270]
